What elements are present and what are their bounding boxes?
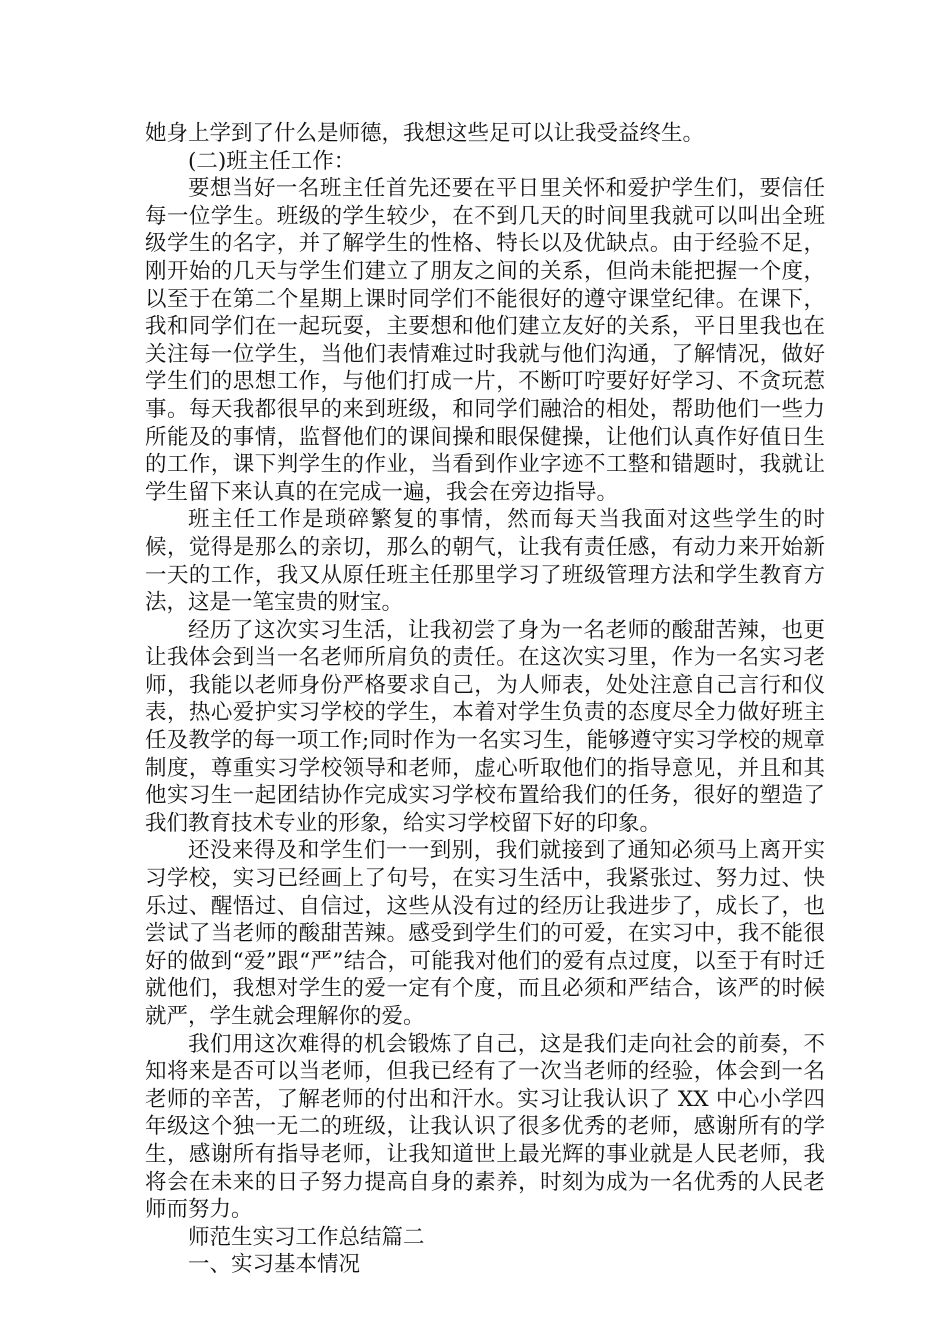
paragraph-head-teacher-reflection: 班主任工作是琐碎繁复的事情，然而每天当我面对这些学生的时候，觉得是那么的亲切，那么的朝气，让我有责任感，有动力来开始新一天的工作，我又从原任班主任那里学习了班级管理方法和学生教育方法，这是一笔宝贵的财宝。 [145,507,825,616]
document-body [145,120,825,1279]
paragraph-head-teacher-work: 要想当好一名班主任首先还要在平日里关怀和爱护学生们，要信任每一位学生。班级的学生较少，在不到几天的时间里我就可以叫出全班级学生的名字，并了解学生的性格、特长以及优缺点。由于经验不足，刚开始的几天与学生们建立了朋友之间的关系，但尚未能把握一个度，以至于在第二个星期上课时同学们不能很好的遵守课堂纪律。在课下，我和同学们在一起玩耍，主要想和他们建立友好的关系，平日里我也在关注每一位学生，当他们表情难过时我就与他们沟通，了解情况，做好学生们的思想工作，与他们打成一片，不断叮咛要好好学习、不贪玩惹事。每天我都很早的来到班级，和同学们融洽的相处，帮助他们一些力所能及的事情，监督他们的课间操和眼保健操，让他们认真作好值日生的工作，课下判学生的作业，当看到作业字迹不工整和错题时，我就让学生留下来认真的在完成一遍，我会在旁边指导。 [145,176,825,505]
paragraph-continuation: 她身上学到了什么是师德，我想这些足可以让我受益终生。 [145,121,705,146]
article-title-part-two: 师范生实习工作总结篇二 [188,1224,425,1250]
paragraph-farewell: 还没来得及和学生们一一到别，我们就接到了通知必须马上离开实习学校，实习已经画上了句号，在实习生活中，我紧张过、努力过、快乐过、醒悟过、自信过，这些从没有过的经历让我进步了，成长了，也尝试了当老师的酸甜苦辣。感受到学生们的可爱，在实习中，我不能很好的做到“爱”跟“严”结合，可能我对他们的爱有点过度，以至于有时迁就他们，我想对学生的爱一定有个度，而且必须和严结合，该严的时候就严，学生就会理解你的爱。 [145,838,825,1029]
section-heading-basic-info: 一、实习基本情况 [188,1252,361,1278]
paragraph-conclusion: 我们用这次难得的机会锻炼了自己，这是我们走向社会的前奏，不知将来是否可以当老师，但我已经有了一次当老师的经验，体会到一名老师的辛苦，了解老师的付出和汗水。实习让我认识了 XX 中心小学四年级这个独一无二的班级，让我认识了很多优秀的老师，感谢所有的学生，感谢所有指导老师，让我知道世上最光辉的事业就是人民老师，我将会在未来的日子努力提高自身的素养，时刻为成为一名优秀的人民老师而努力。 [145,1031,825,1223]
paragraph-internship-experience: 经历了这次实习生活，让我初尝了身为一名老师的酸甜苦辣，也更让我体会到当一名老师所肩负的责任。在这次实习里，作为一名实习老师，我能以老师身份严格要求自己，为人师表，处处注意自己言行和仪表，热心爱护实习学校的学生，本着对学生负责的态度尽全力做好班主任及教学的每一项工作;同时作为一名实习生，能够遵守实习学校的规章制度，尊重实习学校领导和老师，虚心听取他们的指导意见，并且和其他实习生一起团结协作完成实习学校布置给我们的任务，很好的塑造了我们教育技术专业的形象，给实习学校留下好的印象。 [145,617,825,836]
section-heading-head-teacher: (二)班主任工作： [188,148,356,174]
